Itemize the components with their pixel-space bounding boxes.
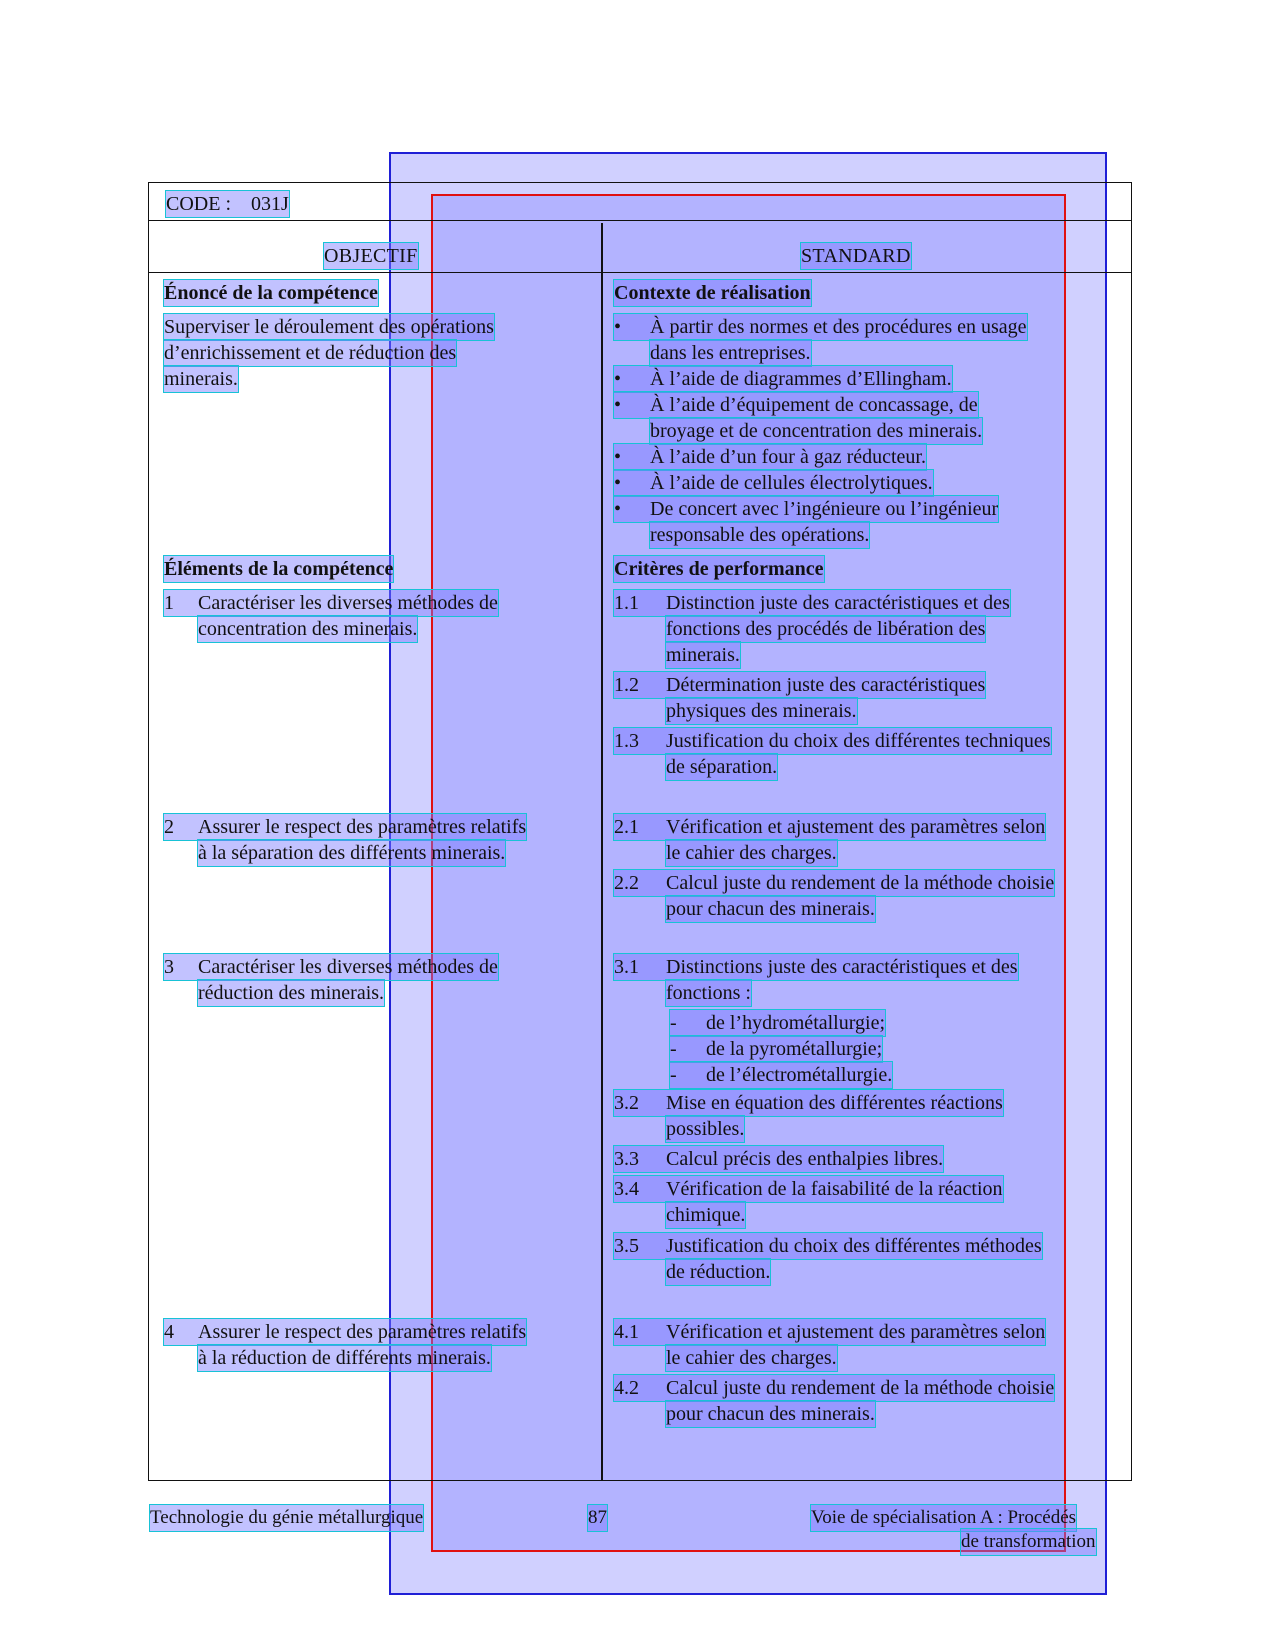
contexte-item: • À l’aide de diagrammes d’Ellingham. [614, 368, 952, 390]
dash-icon: - [670, 1038, 677, 1060]
element-item [164, 1319, 526, 1345]
element-text-cont: réduction des minerais. [198, 982, 385, 1004]
header-row [149, 221, 1131, 273]
critere-cont: possibles. [666, 1118, 745, 1140]
header-standard: STANDARD [801, 245, 911, 267]
enonce-line: minerais. [164, 368, 238, 390]
critere-item: 3.2 Mise en équation des différentes réactions [614, 1092, 1003, 1114]
element-item [164, 814, 526, 840]
sub-item: - de l’électrométallurgie. [670, 1064, 893, 1086]
footer-left: Technologie du génie métallurgique [150, 1505, 423, 1531]
critere-cont: de réduction. [666, 1261, 771, 1283]
critere-cont: fonctions des procédés de libération des [666, 618, 986, 640]
bullet-icon: • [614, 368, 622, 390]
footer-right-cont: de transformation [961, 1529, 1096, 1555]
elements-title: Éléments de la compétence [164, 558, 394, 580]
element-text: Assurer le respect des paramètres relatifs [198, 816, 527, 838]
critere-item: 1.2 Détermination juste des caractéristiques [614, 674, 986, 696]
critere-number: 2.2 [614, 872, 639, 894]
enonce-line: d’enrichissement et de réduction des [164, 342, 457, 364]
enonce-title: Énoncé de la compétence [164, 282, 378, 304]
critere-item: 2.2 Calcul juste du rendement de la méthode choisie [614, 872, 1055, 894]
critere-item: 4.1 Vérification et ajustement des paramètres selon [614, 1321, 1046, 1343]
critere-cont: de séparation. [666, 756, 778, 778]
element-text-cont: à la réduction de différents minerais. [198, 1347, 491, 1369]
code-value: 031J [251, 193, 289, 215]
critere-item: 2.1 Vérification et ajustement des paramètres selon [614, 816, 1046, 838]
bullet-icon: • [614, 394, 622, 416]
critere-number: 3.1 [614, 956, 639, 978]
critere-item: 3.3 Calcul précis des enthalpies libres. [614, 1148, 944, 1170]
critere-number: 3.5 [614, 1235, 639, 1257]
footer-right: Voie de spécialisation A : Procédés [811, 1505, 1076, 1531]
critere-number: 4.1 [614, 1321, 639, 1343]
critere-cont: fonctions : [666, 982, 751, 1004]
contexte-title: Contexte de réalisation [614, 282, 811, 304]
element-item [164, 954, 498, 980]
sub-item: - de la pyrométallurgie; [670, 1038, 883, 1060]
contexte-item: • De concert avec l’ingénieure ou l’ingénieur [614, 498, 999, 520]
code-label: CODE : [166, 193, 231, 215]
dash-icon: - [670, 1064, 677, 1086]
critere-cont: minerais. [666, 644, 740, 666]
element-number: 2 [164, 816, 174, 838]
element-number: 3 [164, 956, 174, 978]
critere-cont: physiques des minerais. [666, 700, 857, 722]
critere-cont: le cahier des charges. [666, 1347, 837, 1369]
header-objectif: OBJECTIF [324, 245, 418, 267]
critere-number: 3.3 [614, 1148, 639, 1170]
critere-number: 2.1 [614, 816, 639, 838]
dash-icon: - [670, 1012, 677, 1034]
contexte-item: • À l’aide d’un four à gaz réducteur. [614, 446, 926, 468]
element-item [164, 590, 498, 616]
critere-cont: pour chacun des minerais. [666, 1403, 875, 1425]
code-row [149, 183, 1131, 221]
element-number: 4 [164, 1321, 174, 1343]
critere-number: 1.3 [614, 730, 639, 752]
page-number: 87 [588, 1505, 607, 1531]
critere-item: 1.3 Justification du choix des différentes techniques [614, 730, 1051, 752]
contexte-item: • À l’aide de cellules électrolytiques. [614, 472, 933, 494]
critere-number: 3.2 [614, 1092, 639, 1114]
code-line [166, 191, 289, 217]
sub-item: - de l’hydrométallurgie; [670, 1012, 886, 1034]
contexte-item-cont: responsable des opérations. [650, 524, 870, 546]
enonce-line: Superviser le déroulement des opérations [164, 316, 494, 338]
contexte-item-cont: dans les entreprises. [650, 342, 811, 364]
contexte-item: • À l’aide d’équipement de concassage, de [614, 394, 978, 416]
critere-number: 3.4 [614, 1178, 639, 1200]
critere-number: 1.2 [614, 674, 639, 696]
bullet-icon: • [614, 498, 622, 520]
critere-number: 4.2 [614, 1377, 639, 1399]
element-text: Caractériser les diverses méthodes de [198, 956, 498, 978]
element-text: Caractériser les diverses méthodes de [198, 592, 498, 614]
critere-item: 3.5 Justification du choix des différentes méthodes [614, 1235, 1042, 1257]
critere-item: 4.2 Calcul juste du rendement de la méthode choisie [614, 1377, 1055, 1399]
critere-number: 1.1 [614, 592, 639, 614]
critere-cont: chimique. [666, 1204, 746, 1226]
critere-item: 3.4 Vérification de la faisabilité de la réaction [614, 1178, 1003, 1200]
element-number: 1 [164, 592, 174, 614]
bullet-icon: • [614, 472, 622, 494]
bullet-icon: • [614, 446, 622, 468]
bullet-icon: • [614, 316, 622, 338]
criteres-title: Critères de performance [614, 558, 824, 580]
contexte-item: • À partir des normes et des procédures en usage [614, 316, 1027, 338]
element-text: Assurer le respect des paramètres relatifs [198, 1321, 527, 1343]
contexte-item-cont: broyage et de concentration des minerais. [650, 420, 983, 442]
critere-cont: le cahier des charges. [666, 842, 837, 864]
critere-item: 3.1 Distinctions juste des caractéristiques et des [614, 956, 1018, 978]
column-divider [601, 223, 603, 1480]
element-text-cont: à la séparation des différents minerais. [198, 842, 506, 864]
critere-cont: pour chacun des minerais. [666, 898, 875, 920]
critere-item: 1.1 Distinction juste des caractéristiques et des [614, 592, 1010, 614]
element-text-cont: concentration des minerais. [198, 618, 418, 640]
